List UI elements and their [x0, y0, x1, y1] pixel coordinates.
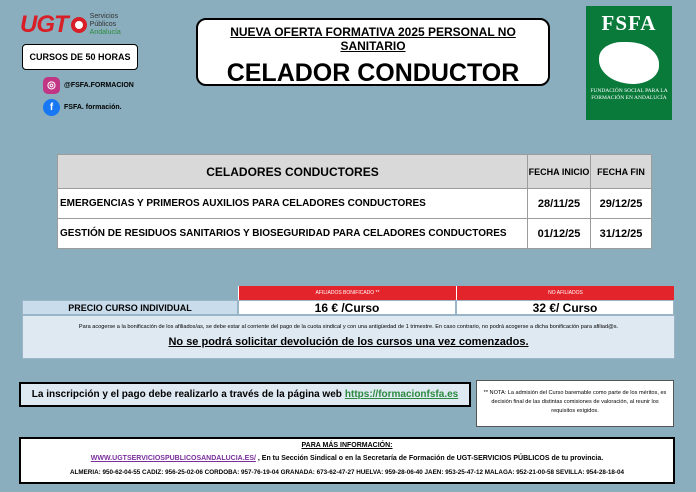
course-name: EMERGENCIAS Y PRIMEROS AUXILIOS PARA CELADORES CONDUCTORES [58, 189, 528, 219]
inscription-link[interactable]: https://formacionfsfa.es [344, 389, 459, 400]
footnote-box: ** NOTA: La admisión del Curso baremable como parte de los méritos, es decisión final de las distintas comisiones de valoración, al reunir los requisitos exigidos. [476, 380, 674, 427]
fsfa-logo [586, 6, 672, 120]
title-box [196, 18, 550, 86]
column-header-start: FECHA INICIO [528, 155, 591, 189]
table-header-row [58, 155, 652, 189]
inscription-text: La inscripción y el pago debe realizarlo a través de la página web [31, 389, 342, 400]
footer-phones: ALMERIA: 950-62-04-55 CADIZ: 956-25-02-06 CORDOBA: 957-76-19-04 GRANADA: 673-62-47-27 HUELVA: 959-28-06-40 JAEN: 953-25-47-12 MALAGA: 952-21-00-58 SEVILLA: 954-28-18-04 [69, 469, 625, 476]
ugt-sub-line1: Servicios [89, 13, 119, 20]
facebook-link[interactable] [43, 99, 122, 116]
price-header-row [22, 286, 675, 300]
table-row [58, 219, 652, 249]
column-header-course: CELADORES CONDUCTORES [58, 155, 528, 189]
course-start-date: 01/12/25 [528, 219, 591, 249]
andalucia-map-icon [599, 42, 659, 84]
facebook-icon: f [43, 99, 60, 116]
course-name: GESTIÓN DE RESIDUOS SANITARIOS Y BIOSEGURIDAD PARA CELADORES CONDUCTORES [58, 219, 528, 249]
inscription-box [19, 382, 471, 407]
page-title: CELADOR CONDUCTOR [226, 59, 520, 87]
ugt-logo-text: UGT [20, 11, 68, 38]
price-notes [22, 315, 675, 359]
ugt-emblem-icon [71, 17, 87, 33]
footer-title: PARA MÁS INFORMACIÓN: [301, 442, 393, 449]
footer-info-line [21, 455, 673, 462]
price-section [22, 286, 675, 359]
ugt-sub-line3: Andalucía [89, 29, 121, 36]
ugt-subtitle [90, 13, 121, 37]
course-hours-badge: CURSOS DE 50 HORAS [22, 44, 138, 70]
affiliated-price: 16 € /Curso [238, 300, 456, 315]
footer-website-link[interactable]: WWW.UGTSERVICIOSPUBLICOSANDALUCIA.ES/ [90, 455, 256, 462]
non-affiliated-price: 32 €/ Curso [456, 300, 674, 315]
course-end-date: 31/12/25 [591, 219, 652, 249]
affiliation-note: Para acogerse a la bonificación de los afiliados/as, se debe estar al corriente del pago de la cuota sindical y con una antigüedad de 1 trimestre. En caso contrario, no podrá acogerse a dicha bonificación para afiliad@s. [78, 324, 619, 330]
table-row [58, 189, 652, 219]
course-start-date: 28/11/25 [528, 189, 591, 219]
affiliated-header: AFILIADOS BONIFICADO ** [238, 286, 456, 300]
fsfa-logo-text: FSFA [601, 11, 657, 35]
contact-footer [19, 437, 675, 484]
fsfa-logo-subtitle: FUNDACIÓN SOCIAL PARA LA FORMACIÓN EN ANDALUCÍA [590, 88, 668, 101]
footer-info-text: , En tu Sección Sindical o en la Secretaría de Formación de UGT-SERVICIOS PÚBLICOS de tu provincia. [255, 455, 604, 462]
price-label: PRECIO CURSO INDIVIDUAL [22, 300, 238, 315]
facebook-handle: FSFA. formación. [64, 104, 122, 111]
instagram-handle: @FSFA.FORMACION [64, 82, 134, 89]
column-header-end: FECHA FIN [591, 155, 652, 189]
course-end-date: 29/12/25 [591, 189, 652, 219]
non-affiliated-header: NO AFILIADOS [456, 286, 674, 300]
refund-warning: No se podrá solicitar devolución de los cursos una vez comenzados. [168, 336, 529, 348]
ugt-logo [20, 10, 150, 40]
course-table [57, 154, 652, 249]
ugt-sub-line2: Públicos [89, 21, 117, 28]
instagram-link[interactable] [43, 77, 134, 94]
instagram-icon: ◎ [43, 77, 60, 94]
price-row [22, 300, 675, 315]
offer-subtitle: NUEVA OFERTA FORMATIVA 2025 PERSONAL NO SANITARIO [230, 25, 516, 53]
